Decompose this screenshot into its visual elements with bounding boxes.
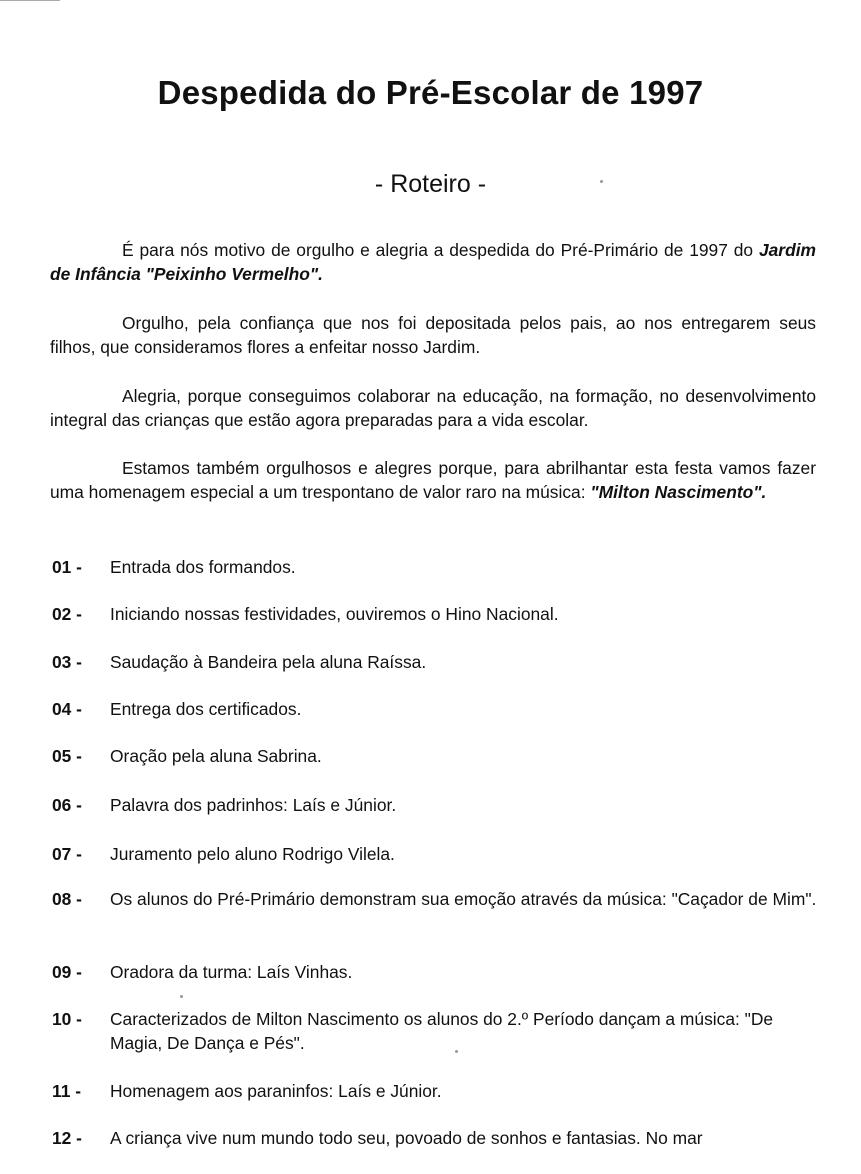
scan-speck xyxy=(600,180,603,183)
scan-edge-line xyxy=(0,0,60,1)
document-title: Despedida do Pré-Escolar de 1997 xyxy=(157,74,704,111)
item-text: Os alunos do Pré-Primário demonstram sua emoção através da música: "Caçador de Mim". xyxy=(110,889,817,909)
item-number: 12 - xyxy=(52,1128,82,1148)
item-text: Oração pela aluna Sabrina. xyxy=(110,746,322,766)
item-number: 06 - xyxy=(52,795,82,815)
item-number: 11 - xyxy=(52,1081,82,1101)
paragraph-joy xyxy=(50,384,816,432)
scan-speck xyxy=(180,995,183,998)
item-number: 03 - xyxy=(52,652,82,672)
scan-speck xyxy=(455,1050,458,1053)
paragraph-tribute xyxy=(50,456,816,504)
item-number: 07 - xyxy=(52,844,82,864)
item-number: 10 - xyxy=(52,1009,82,1029)
item-text: Iniciando nossas festividades, ouviremos o Hino Nacional. xyxy=(110,604,559,624)
item-text: Palavra dos padrinhos: Laís e Júnior. xyxy=(110,795,397,815)
paragraph-pride-text: Orgulho, pela confiança que nos foi depositada pelos pais, ao nos entregarem seus filhos, que consideramos flores a enfeitar nosso Jardim. xyxy=(50,313,816,357)
item-text: Saudação à Bandeira pela aluna Raíssa. xyxy=(110,652,427,672)
paragraph-tribute-text: Estamos também orgulhosos e alegres porque, para abrilhantar esta festa vamos fazer uma homenagem especial a um trespontano de valor raro na música: xyxy=(50,458,816,502)
honoree-name: "Milton Nascimento". xyxy=(590,482,767,502)
item-text: Juramento pelo aluno Rodrigo Vilela. xyxy=(110,844,395,864)
item-number: 04 - xyxy=(52,699,82,719)
paragraph-intro xyxy=(50,238,816,286)
school-name: Jardim de Infância "Peixinho Vermelho". xyxy=(50,240,816,284)
item-text: Oradora da turma: Laís Vinhas. xyxy=(110,962,353,982)
item-number: 09 - xyxy=(52,962,82,982)
item-number: 01 - xyxy=(52,557,82,577)
item-text: Entrega dos certificados. xyxy=(110,699,302,719)
document-subtitle: - Roteiro - xyxy=(374,170,487,198)
item-text: Entrada dos formandos. xyxy=(110,557,296,577)
paragraph-pride xyxy=(50,311,816,359)
item-number: 08 - xyxy=(52,889,82,909)
item-text: Caracterizados de Milton Nascimento os alunos do 2.º Período dançam a música: "De Magia, De Dança e Pés". xyxy=(110,1009,774,1053)
item-text: Homenagem aos paraninfos: Laís e Júnior. xyxy=(110,1081,442,1101)
item-number: 05 - xyxy=(52,746,82,766)
item-text: A criança vive num mundo todo seu, povoado de sonhos e fantasias. No mar xyxy=(110,1128,703,1148)
paragraph-joy-text: Alegria, porque conseguimos colaborar na educação, na formação, no desenvolvimento integral das crianças que estão agora preparadas para a vida escolar. xyxy=(50,386,816,430)
item-number: 02 - xyxy=(52,604,82,624)
paragraph-intro-text: É para nós motivo de orgulho e alegria a despedida do Pré-Primário de 1997 do xyxy=(122,240,754,260)
